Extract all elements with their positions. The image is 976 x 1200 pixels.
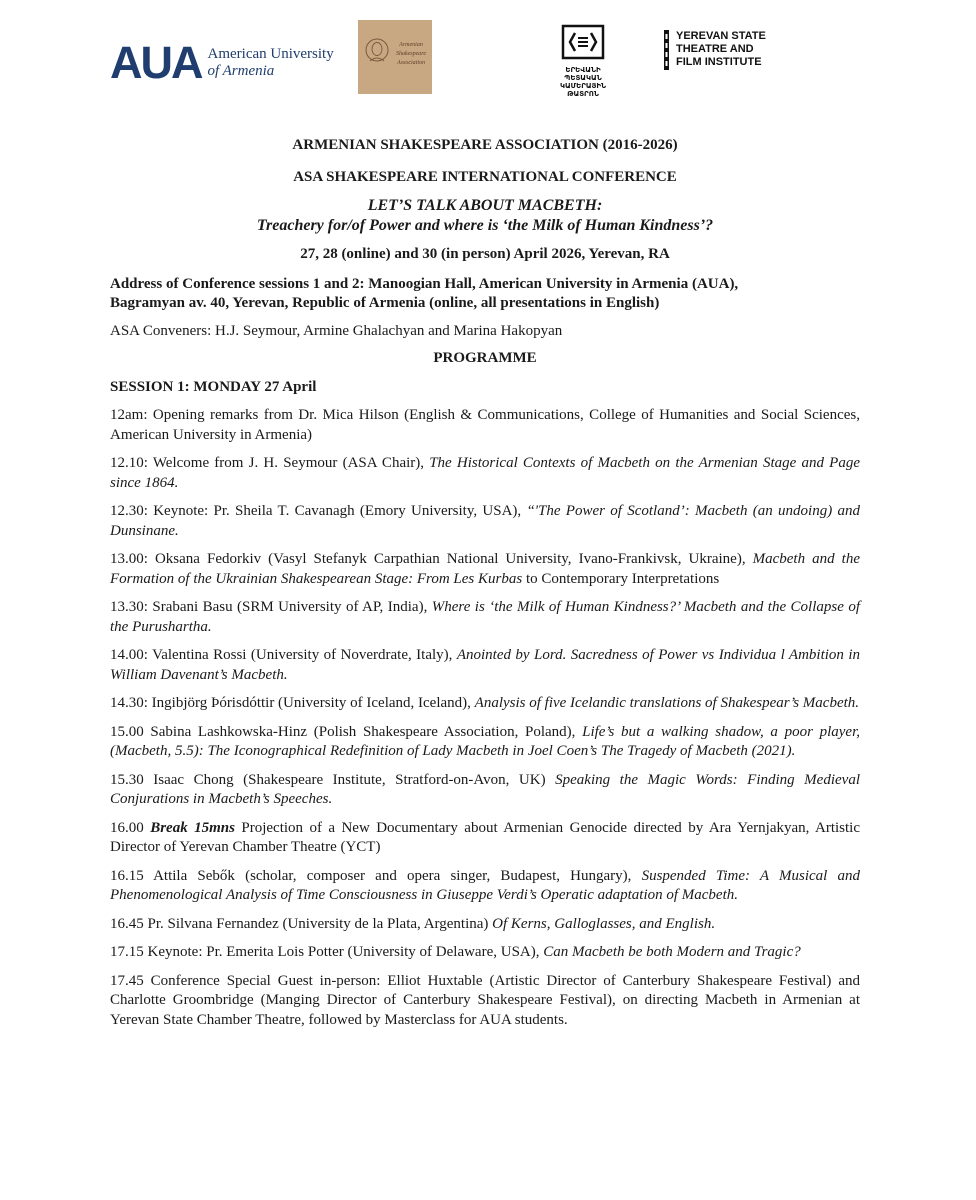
address-line1: Address of Conference sessions 1 and 2: Manoogian Hall, American University in Armenia (AUA), bbox=[110, 275, 739, 292]
item-title: Can Macbeth be both Modern and Tragic? bbox=[543, 944, 801, 960]
aua-logo-mark: AUA bbox=[110, 37, 202, 88]
conference-address bbox=[110, 275, 860, 314]
item-speaker: 15.30 Isaac Chong (Shakespeare Institute, Stratford-on-Avon, UK) bbox=[110, 771, 556, 788]
aua-logo-line1: American University bbox=[207, 45, 334, 62]
break-description: Projection of a New Documentary about Armenian Genocide directed by Ara Yernjakyan, Artistic Director of Yerevan Chamber Theatre (YCT) bbox=[110, 819, 860, 855]
association-heading: ARMENIAN SHAKESPEARE ASSOCIATION (2016-2026) bbox=[292, 137, 678, 153]
asa-logo-line3: Association bbox=[397, 60, 425, 66]
theatre-logo-line2: ՊԵՏԱԿԱՆ bbox=[564, 75, 602, 82]
theatre-logo-text bbox=[558, 67, 608, 99]
item-title: Speaking the Magic Words: Finding Medieval Conjurations in Macbeth’s Speeches. bbox=[110, 771, 860, 807]
aua-logo bbox=[110, 37, 334, 88]
programme-item bbox=[110, 406, 860, 445]
shakespeare-portrait-icon bbox=[358, 20, 432, 94]
item-title: Suspended Time: A Musical and Phenomenological Analysis of Time Consciousness in Giuseppe Verdi’s Operatic adaptation of Macbeth. bbox=[110, 867, 860, 903]
programme-item bbox=[110, 867, 860, 906]
item-title: Of Kerns, Galloglasses, and English. bbox=[492, 915, 716, 932]
asa-shakespeare-logo bbox=[358, 20, 432, 94]
programme-item bbox=[110, 972, 860, 1031]
item-title: Where is ‘the Milk of Human Kindness?’ Macbeth and the Collapse of the Purushartha. bbox=[110, 599, 860, 635]
programme-item bbox=[110, 723, 860, 762]
programme-item bbox=[110, 943, 860, 963]
item-title: Macbeth and the Formation of the Ukrainian Shakespearean Stage: From Les Kurbas bbox=[110, 551, 860, 587]
item-speaker: 16.15 Attila Sebők (scholar, composer and opera singer, Budapest, Hungary), bbox=[110, 867, 642, 884]
break-label: Break 15mns bbox=[150, 819, 235, 836]
item-speaker: 12.10: Welcome from J. H. Seymour (ASA Chair), bbox=[110, 455, 430, 471]
aua-logo-text bbox=[208, 46, 334, 80]
ysti-logo-line1: YEREVAN STATE bbox=[676, 30, 766, 42]
theatre-logo-line4: ԹԱՏՐՈՆ bbox=[567, 91, 599, 98]
item-speaker: 12.30: Keynote: Pr. Sheila T. Cavanagh (Emory University, USA), bbox=[110, 503, 527, 519]
programme-document bbox=[110, 136, 860, 1039]
item-speaker: 14.00: Valentina Rossi (University of Noverdrate, Italy), bbox=[110, 647, 457, 663]
conference-title-line2: Treachery for/of Power and where is ‘the Milk of Human Kindness’? bbox=[256, 217, 714, 234]
programme-item bbox=[110, 502, 860, 541]
item-speaker: 12am: Opening remarks from Dr. Mica Hilson (English & Communications, College of Humanities and Social Sciences, American University in Armenia) bbox=[110, 407, 860, 443]
session-heading: SESSION 1: MONDAY 27 April bbox=[110, 378, 317, 395]
item-speaker: 13.00: Oksana Fedorkiv (Vasyl Stefanyk Carpathian National University, Ivano-Frankivsk, Ukraine), bbox=[110, 551, 753, 567]
theatre-logo-line1: ԵՐԵՎԱՆԻ bbox=[565, 67, 601, 74]
programme-item bbox=[110, 454, 860, 493]
item-title-continued: to Contemporary Interpretations bbox=[522, 570, 720, 587]
item-title: The Historical Contexts of Macbeth on the Armenian Stage and Page since 1864. bbox=[110, 455, 860, 491]
asa-logo-line2: Shakespeare bbox=[395, 51, 427, 57]
programme-item bbox=[110, 915, 860, 935]
item-speaker: 17.15 Keynote: Pr. Emerita Lois Potter (University of Delaware, USA), bbox=[110, 944, 544, 960]
yerevan-state-theatre-film-institute-logo bbox=[664, 30, 766, 70]
programme-item bbox=[110, 550, 860, 589]
item-speaker: 16.45 Pr. Silvana Fernandez (University de la Plata, Argentina) bbox=[110, 915, 493, 932]
break-time: 16.00 bbox=[110, 819, 151, 836]
conference-title-line1: LET’S TALK ABOUT MACBETH: bbox=[367, 197, 603, 214]
conference-dates: 27, 28 (online) and 30 (in person) April 2026, Yerevan, RA bbox=[300, 246, 670, 262]
aua-logo-line2: of Armenia bbox=[207, 62, 275, 79]
conference-title bbox=[110, 196, 860, 236]
theatre-mask-icon bbox=[561, 24, 605, 60]
item-speaker: 15.00 Sabina Lashkowska-Hinz (Polish Shakespeare Association, Poland), bbox=[110, 723, 583, 740]
logo-header bbox=[0, 0, 976, 110]
conference-heading: ASA SHAKESPEARE INTERNATIONAL CONFERENCE bbox=[293, 168, 677, 185]
programme-item-break bbox=[110, 819, 860, 858]
item-title: “'The Power of Scotland’: Macbeth (an undoing) and Dunsinane. bbox=[110, 503, 860, 539]
theatre-logo-line3: ԿԱՄԵՐԱՅԻՆ bbox=[559, 83, 607, 90]
ysti-logo-text bbox=[676, 30, 766, 70]
programme-item bbox=[110, 598, 860, 637]
item-speaker: 14.30: Ingibjörg Þórisdóttir (University of Iceland, Iceland), bbox=[110, 695, 475, 711]
item-speaker: 13.30: Srabani Basu (SRM University of AP, India), bbox=[110, 599, 432, 615]
film-strip-icon bbox=[664, 30, 669, 70]
programme-item bbox=[110, 694, 860, 714]
programme-item bbox=[110, 771, 860, 810]
programme-item bbox=[110, 646, 860, 685]
address-line2: Bagramyan av. 40, Yerevan, Republic of Armenia (online, all presentations in English) bbox=[110, 295, 660, 311]
item-speaker: 17.45 Conference Special Guest in-person: Elliot Huxtable (Artistic Director of Canterbury Shakespeare Festival) and Charlotte Groombridge (Manging Director of Canterbury Shakespeare Festival), on directing Macbeth in Armenian at Yerevan State Chamber Theatre, followed by Masterclass for AUA students. bbox=[110, 972, 860, 1028]
ysti-logo-line2: THEATRE AND bbox=[676, 43, 754, 55]
programme-heading: PROGRAMME bbox=[433, 350, 537, 366]
item-title: Anointed by Lord. Sacredness of Power vs Individua l Ambition in William Davenant’s Macbeth. bbox=[110, 647, 860, 683]
item-title: Life’s but a walking shadow, a poor player, (Macbeth, 5.5): The Iconographical Redefinition of Lady Macbeth in Joel Coen’s The Tragedy of Macbeth (2021). bbox=[110, 723, 860, 759]
ysti-logo-line3: FILM INSTITUTE bbox=[676, 56, 762, 68]
conveners: ASA Conveners: H.J. Seymour, Armine Ghalachyan and Marina Hakopyan bbox=[110, 322, 563, 339]
yerevan-chamber-theatre-logo bbox=[558, 24, 608, 99]
asa-logo-line1: Armenian bbox=[399, 42, 423, 48]
item-title: Analysis of five Icelandic translations of Shakespear’s Macbeth. bbox=[474, 695, 860, 711]
